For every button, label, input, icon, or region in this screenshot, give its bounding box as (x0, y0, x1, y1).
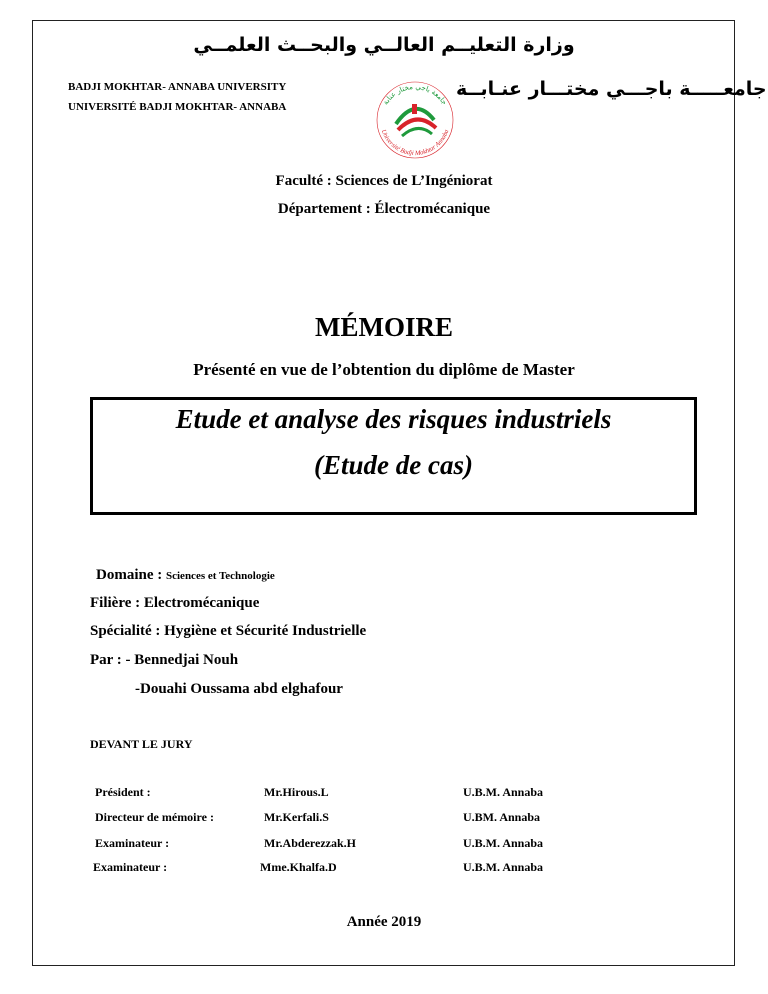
university-name-ar: جامعـــــة باجـــي مختـــار عنـابــة (456, 78, 767, 100)
jury-institution: U.B.M. Annaba (463, 860, 544, 874)
jury-institution: U.BM. Annaba (463, 810, 541, 824)
year: Année 2019 (346, 914, 422, 930)
logo-text-top: جامعة باجي مختار عنابة (381, 82, 449, 107)
domaine (96, 567, 275, 584)
faculty: Faculté : Sciences de L’Ingéniorat (275, 173, 493, 189)
domaine-value: Sciences et Technologie (166, 570, 275, 582)
university-logo (372, 76, 458, 162)
jury-name: Mr.Abderezzak.H (264, 836, 356, 850)
thesis-title-line1: Etude et analyse des risques industriels (175, 404, 612, 434)
jury-role: Directeur de mémoire : (95, 810, 214, 824)
jury-name: Mr.Kerfali.S (264, 810, 329, 824)
jury-role: Examinateur : (95, 836, 170, 850)
logo-text-bottom: Université Badji Mokhtar Annaba (379, 128, 451, 158)
author-1: Par : - Bennedjai Nouh (90, 652, 239, 668)
jury-role: Examinateur : (93, 860, 168, 874)
presented-for: Présenté en vue de l’obtention du diplôme de Master (193, 360, 575, 379)
thesis-title-line2: (Etude de cas) (314, 450, 473, 480)
jury-name: Mr.Hirous.L (264, 785, 329, 799)
jury-role: Président : (95, 785, 151, 799)
university-name-en: BADJI MOKHTAR- ANNABA UNIVERSITY (68, 81, 287, 93)
specialite: Spécialité : Hygiène et Sécurité Industrielle (90, 623, 367, 639)
thesis-title-box (90, 397, 697, 515)
logo-emblem (396, 104, 436, 136)
jury-institution: U.B.M. Annaba (463, 785, 544, 799)
jury-name: Mme.Khalfa.D (260, 860, 337, 874)
jury-institution: U.B.M. Annaba (463, 836, 544, 850)
jury-heading: DEVANT LE JURY (90, 737, 193, 751)
document-type: MÉMOIRE (315, 312, 453, 342)
department: Département : Électromécanique (277, 201, 491, 217)
filiere: Filière : Electromécanique (90, 595, 260, 611)
domaine-label: Domaine : (96, 567, 166, 583)
ministry-title: وزارة التعليــم العالــي والبحــث العلمــي (193, 34, 575, 56)
author-2: -Douahi Oussama abd elghafour (135, 681, 343, 697)
university-name-fr: UNIVERSITÉ BADJI MOKHTAR- ANNABA (68, 101, 287, 113)
